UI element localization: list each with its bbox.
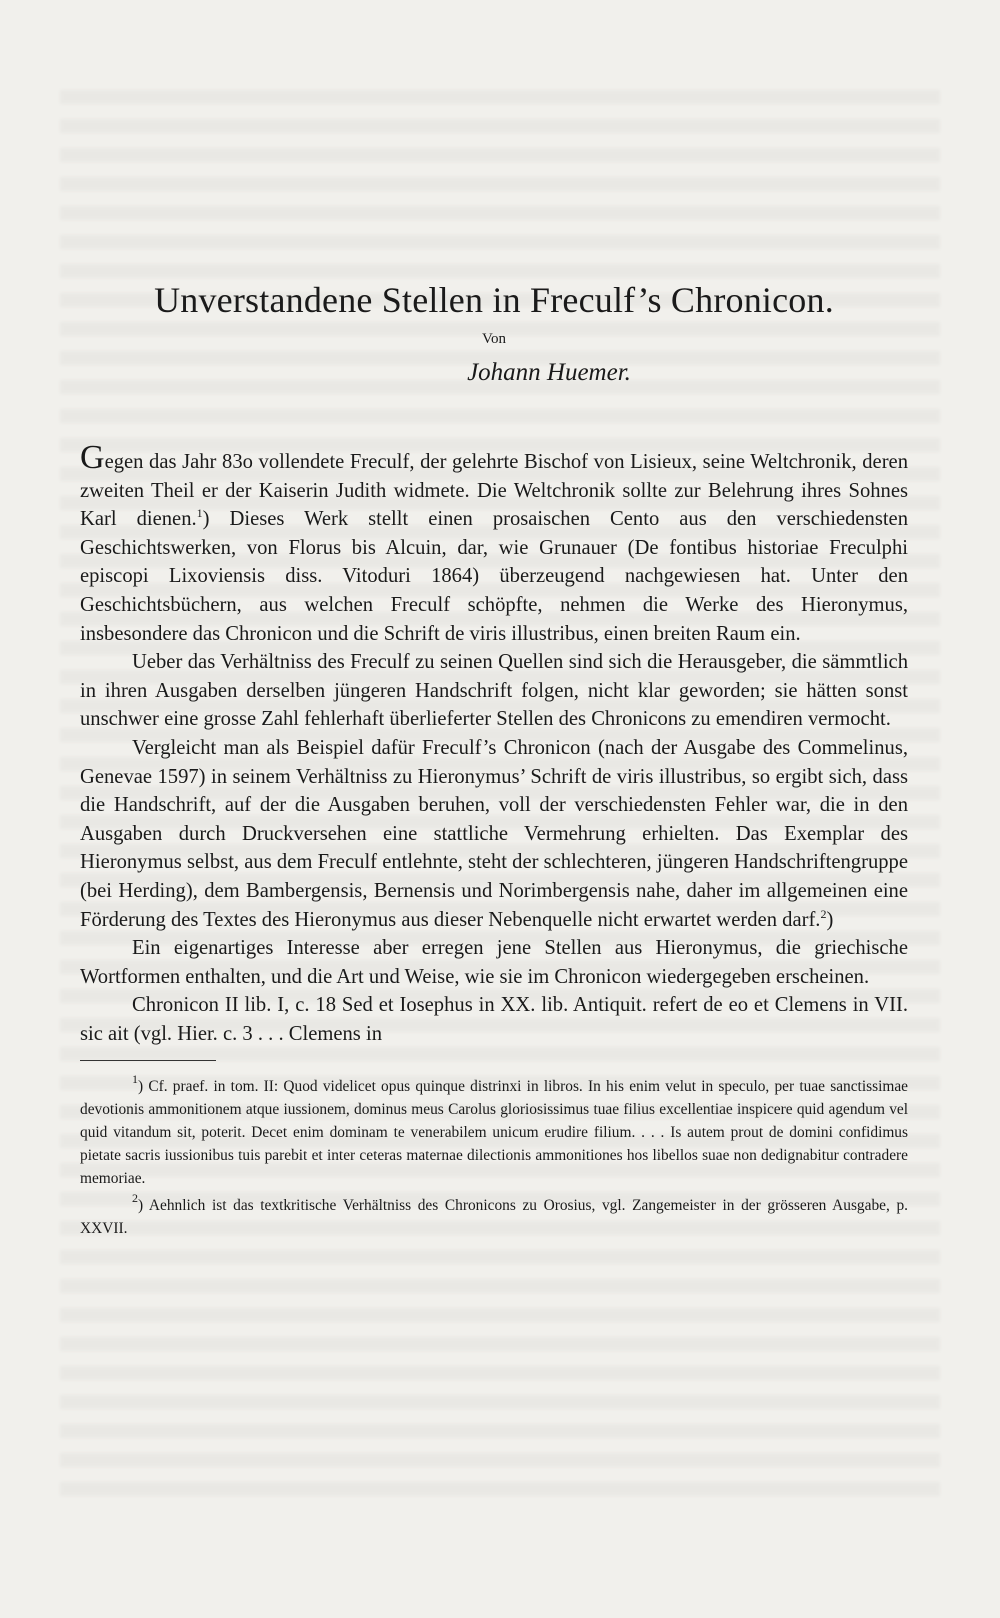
paragraph-3-text-a: Vergleicht man als Beispiel dafür Freculf’s Chronicon (nach der Ausgabe des Commelinus, Genevae 1597) in seinem Verhältniss zu Hieronymus’ Schrift de viris illustribus, so ergibt sich, dass die Handschrift, auf der die Ausgaben beruhen, voll der verschiedensten Fehler war, die in den Ausgaben durch Druckversehen eine stattliche Vermehrung erhielten. Das Exemplar des Hieronymus selbst, aus dem Freculf entlehnte, steht der schlechteren, jüngeren Handschriftengruppe (bei Herding), dem Bambergensis, Bernensis und Norimbergensis nahe, daher im allgemeinen eine Förderung des Textes des Hieronymus aus dieser Nebenquelle nicht erwartet werden darf.: [80, 736, 908, 931]
footnote-2-text: ) Aehnlich ist das textkritische Verhältniss des Chronicons zu Orosius, vgl. Zangemeister in der grösseren Ausgabe, p. XXVII.: [80, 1197, 908, 1238]
footnote-ref-1: 1: [196, 506, 203, 521]
initial-letter: G: [80, 439, 105, 476]
paragraph-3: [80, 734, 908, 934]
paragraph-5: Chronicon II lib. I, c. 18 Sed et Iosephus in XX. lib. Antiquit. refert de eo et Clemens in VII. sic ait (vgl. Hier. c. 3 . . . Clemens in: [80, 994, 908, 1045]
paragraph-2: Ueber das Verhältniss des Freculf zu seinen Quellen sind sich die Herausgeber, die sämmtlich in ihren Ausgaben derselben jüngeren Handschrift folgen, nicht klar geworden; sie hätten sonst unschwer eine grosse Zahl fehlerhaft überlieferter Stellen des Chronicons zu emendiren vermocht.: [80, 651, 908, 731]
paragraph-1: [80, 439, 908, 648]
paragraph-3-text-b: ): [826, 908, 834, 931]
footnote-mark-1: 1: [132, 1072, 138, 1087]
footnote-mark-2: 2: [132, 1191, 138, 1206]
paragraph-1-text-b: ) Dieses Werk stellt einen prosaischen Cento aus den verschiedensten Geschichtswerken, von Florus bis Alcuin, dar, wie Grunauer (De fontibus historiae Freculphi episcopi Lixoviensis diss. Vitoduri 1864) überzeugend nachgewiesen hat. Unter den Geschichtsbüchern, aus welchen Freculf schöpfte, nehmen die Werke des Hieronymus, insbesondere das Chronicon und die Schrift de viris illustribus, einen breiten Raum ein.: [80, 508, 908, 645]
article-title: Unverstandene Stellen in Freculf’s Chronicon.: [154, 280, 834, 320]
byline-prefix: Von: [482, 331, 506, 347]
paragraph-4: Ein eigenartiges Interesse aber erregen jene Stellen aus Hieronymus, die griechische Wortformen enthalten, und die Art und Weise, wie sie im Chronicon wiedergegeben erscheinen.: [80, 937, 908, 988]
footnote-ref-2: 2: [820, 906, 827, 921]
footnote-1-text: ) Cf. praef. in tom. II: Quod videlicet opus quinque distrinxi in libros. In his enim velut in speculo, per tuae sanctissimae devotionis ammonitionem atque iussionem, dominus meus Carolus gloriosissimus tuae filius excellentiae inspicere quid agendum vel quid vitandum sit, poterit. Decet enim dominam te venerabilem unicum erudire filium. . . . Is autem prout de domini confidimus pietate sacris iussionibus tuis parebit et inter ceteras maternae dilectionis ammonitiones hos libellos suae non dedignabitur contradere memoriae.: [80, 1078, 908, 1188]
footnote-divider: [80, 1060, 216, 1061]
article: [80, 278, 908, 1244]
paragraph-1-text-a: egen das Jahr 83o vollendete Freculf, der gelehrte Bischof von Lisieux, seine Weltchronik, deren zweiten Theil er der Kaiserin Judith widmete. Die Weltchronik sollte zur Belehrung ihres Sohnes Karl dienen.: [80, 451, 908, 531]
footnotes: [80, 1072, 908, 1240]
author-name: Johann Huemer.: [467, 359, 631, 386]
footnote-2: [80, 1191, 908, 1240]
article-body: [80, 439, 908, 1048]
footnote-1: [80, 1072, 908, 1190]
